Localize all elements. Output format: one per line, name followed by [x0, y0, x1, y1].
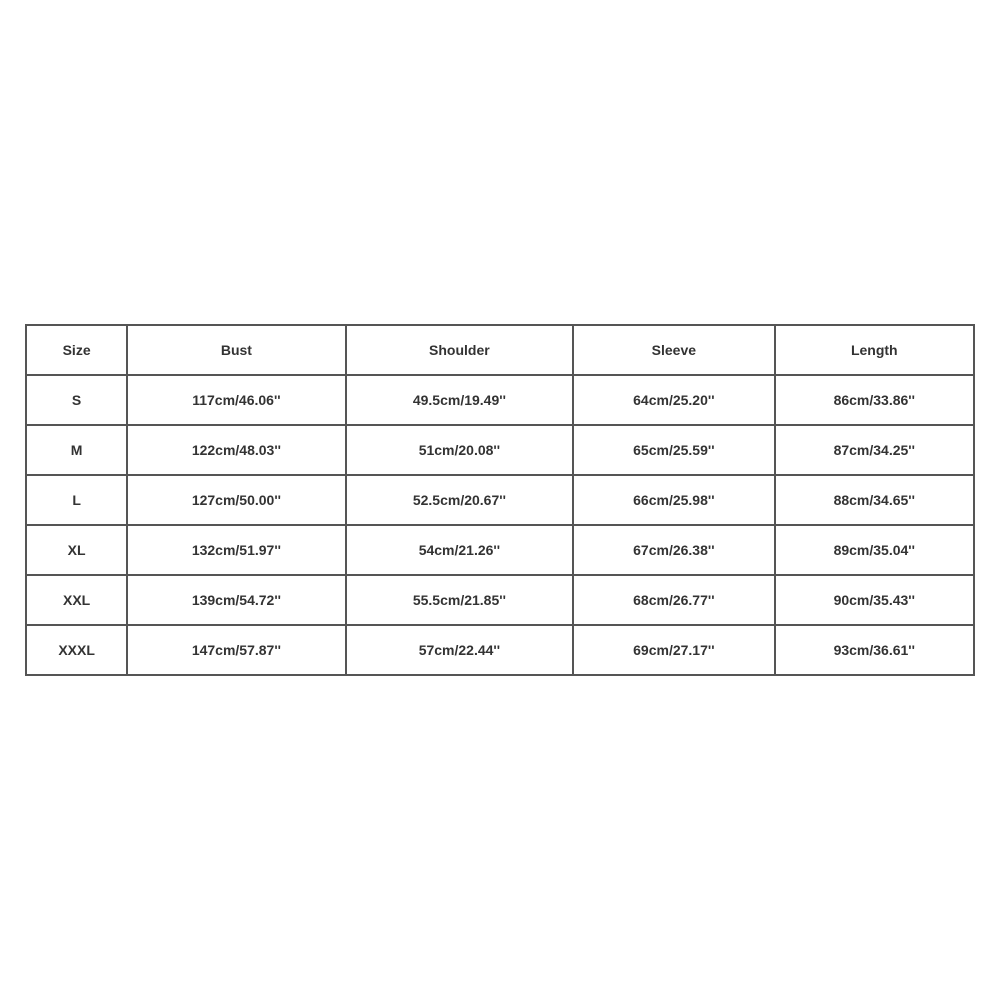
cell-length: 88cm/34.65'' — [775, 475, 974, 525]
cell-shoulder: 55.5cm/21.85'' — [346, 575, 573, 625]
cell-sleeve: 64cm/25.20'' — [573, 375, 774, 425]
cell-sleeve: 65cm/25.59'' — [573, 425, 774, 475]
cell-bust: 132cm/51.97'' — [127, 525, 345, 575]
table-row — [26, 375, 974, 425]
cell-length: 90cm/35.43'' — [775, 575, 974, 625]
cell-sleeve: 67cm/26.38'' — [573, 525, 774, 575]
cell-size: L — [26, 475, 127, 525]
header-length: Length — [775, 325, 974, 375]
cell-sleeve: 68cm/26.77'' — [573, 575, 774, 625]
header-row — [26, 325, 974, 375]
cell-bust: 122cm/48.03'' — [127, 425, 345, 475]
table-row — [26, 625, 974, 675]
cell-shoulder: 49.5cm/19.49'' — [346, 375, 573, 425]
cell-size: XXXL — [26, 625, 127, 675]
header-sleeve: Sleeve — [573, 325, 774, 375]
cell-bust: 147cm/57.87'' — [127, 625, 345, 675]
cell-shoulder: 57cm/22.44'' — [346, 625, 573, 675]
cell-size: XL — [26, 525, 127, 575]
cell-shoulder: 52.5cm/20.67'' — [346, 475, 573, 525]
header-size: Size — [26, 325, 127, 375]
table-row — [26, 525, 974, 575]
cell-length: 86cm/33.86'' — [775, 375, 974, 425]
cell-size: XXL — [26, 575, 127, 625]
table-row — [26, 425, 974, 475]
cell-sleeve: 66cm/25.98'' — [573, 475, 774, 525]
size-chart-table — [25, 324, 975, 676]
table-row — [26, 575, 974, 625]
cell-shoulder: 54cm/21.26'' — [346, 525, 573, 575]
table-row — [26, 475, 974, 525]
cell-sleeve: 69cm/27.17'' — [573, 625, 774, 675]
header-bust: Bust — [127, 325, 345, 375]
cell-length: 89cm/35.04'' — [775, 525, 974, 575]
cell-shoulder: 51cm/20.08'' — [346, 425, 573, 475]
cell-bust: 139cm/54.72'' — [127, 575, 345, 625]
header-shoulder: Shoulder — [346, 325, 573, 375]
cell-size: M — [26, 425, 127, 475]
cell-bust: 127cm/50.00'' — [127, 475, 345, 525]
cell-length: 93cm/36.61'' — [775, 625, 974, 675]
cell-length: 87cm/34.25'' — [775, 425, 974, 475]
cell-size: S — [26, 375, 127, 425]
cell-bust: 117cm/46.06'' — [127, 375, 345, 425]
